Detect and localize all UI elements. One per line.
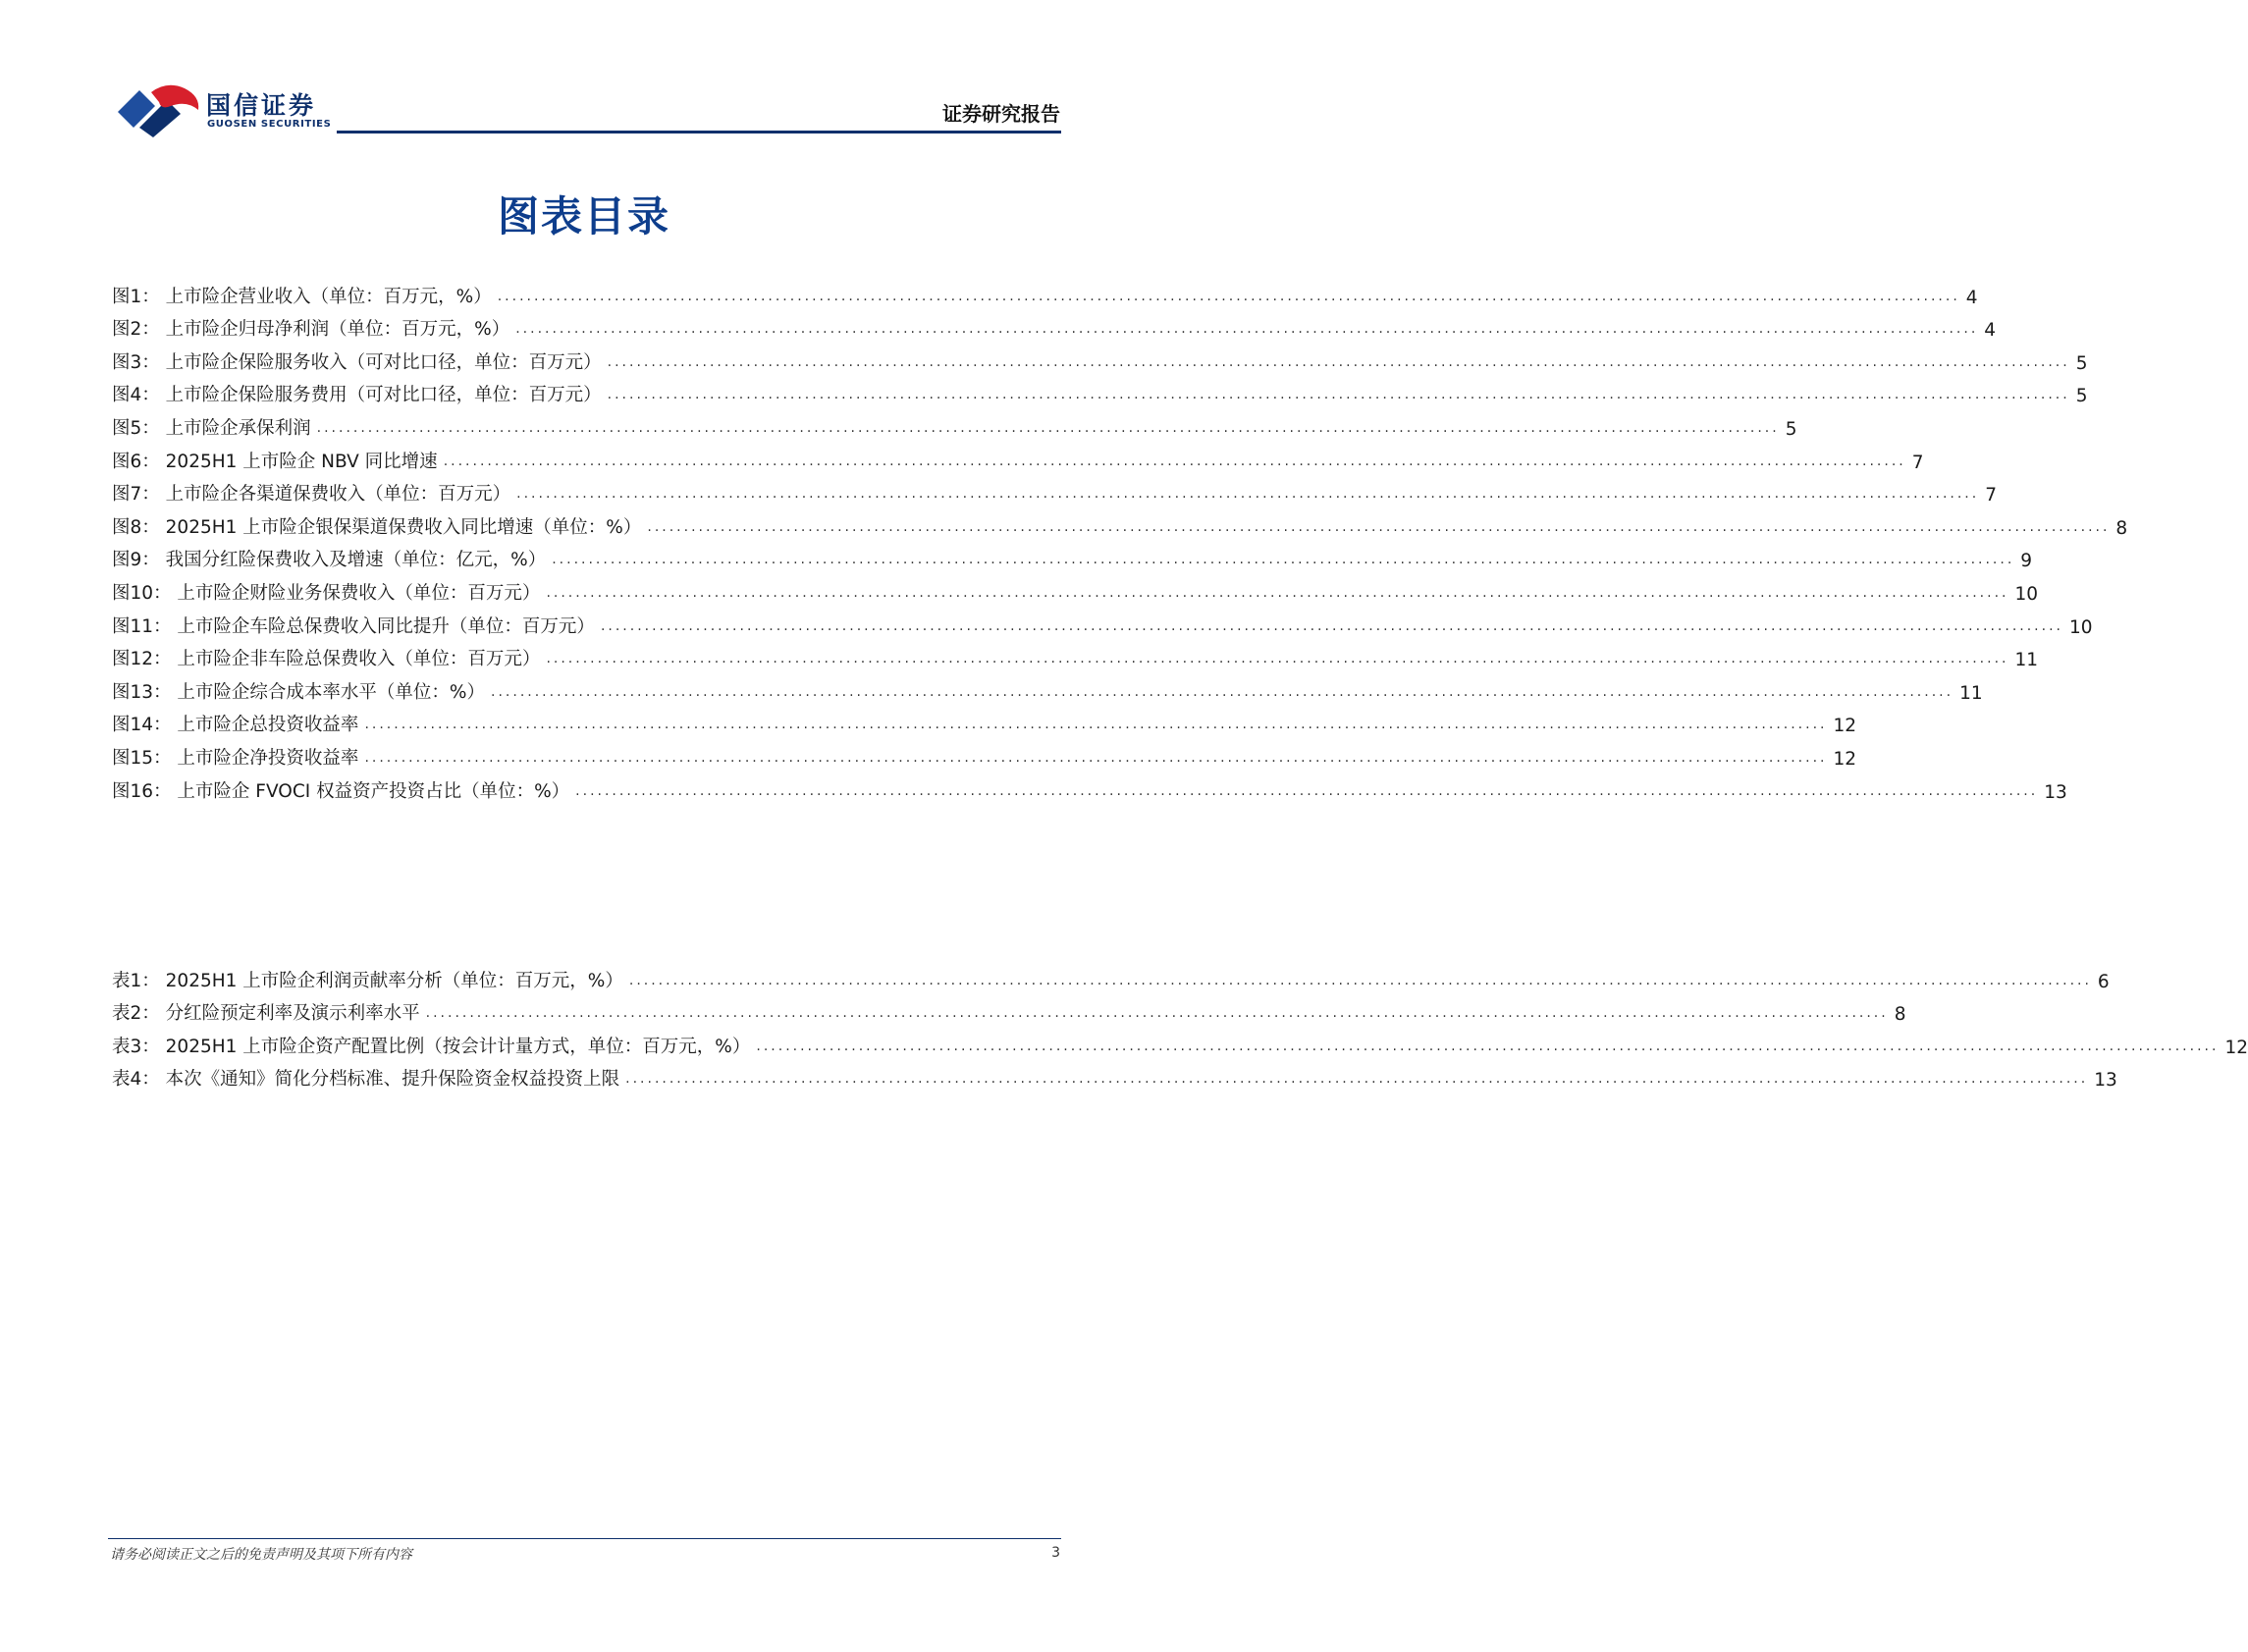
toc-figure-item[interactable]: [112, 506, 2128, 539]
toc-figure-item[interactable]: [112, 670, 1983, 704]
toc-entry-label: 图5： 上市险企承保利润: [112, 417, 311, 439]
toc-entry-page: 12: [1833, 748, 1857, 770]
toc-leader-dots: ........................................................................................................................................................................................................: [497, 288, 1960, 304]
toc-entry-page: 11: [2014, 650, 2039, 671]
toc-leader-dots: ........................................................................................................................................................................................................: [546, 584, 2009, 601]
toc-entry-label: 图11： 上市险企车险总保费收入同比提升（单位：百万元）: [112, 615, 595, 637]
toc-figure-item[interactable]: [112, 308, 1997, 342]
toc-figure-item[interactable]: [112, 406, 1797, 440]
footer-disclaimer: 请务必阅读正文之后的免责声明及其项下所有内容: [110, 1547, 412, 1563]
toc-entry-label: 图3： 上市险企保险服务收入（可对比口径，单位：百万元）: [112, 351, 602, 373]
page-title: 图表目录: [497, 192, 670, 240]
page-number: 3: [1051, 1545, 1060, 1561]
toc-leader-dots: ........................................................................................................................................................................................................: [516, 486, 1980, 503]
toc-entry-label: 图6： 2025H1 上市险企 NBV 同比增速: [112, 451, 438, 472]
toc-leader-dots: ........................................................................................................................................................................................................: [425, 1005, 1889, 1022]
toc-figure-item[interactable]: [112, 341, 2088, 374]
toc-figure-item[interactable]: [112, 704, 1857, 737]
toc-entry-label: 图15： 上市险企净投资收益率: [112, 747, 359, 769]
report-type: 证券研究报告: [942, 102, 1060, 126]
toc-entry-page: 5: [2075, 352, 2088, 374]
toc-figure-item[interactable]: [112, 473, 1997, 506]
toc-figure-item[interactable]: [112, 374, 2088, 407]
toc-entry-label: 图1： 上市险企营业收入（单位：百万元，%）: [112, 286, 492, 307]
guosen-logo-icon: [116, 82, 202, 137]
toc-table-item[interactable]: [112, 1025, 2248, 1058]
toc-entry-page: 4: [1965, 287, 1978, 308]
toc-leader-dots: ........................................................................................................................................................................................................: [647, 518, 2111, 535]
toc-entry-label: 图10： 上市险企财险业务保费收入（单位：百万元）: [112, 582, 541, 604]
toc-entry-label: 图13： 上市险企综合成本率水平（单位：%）: [112, 681, 486, 703]
toc-entry-page: 13: [2094, 1070, 2117, 1092]
toc-leader-dots: ........................................................................................................................................................................................................: [607, 387, 2070, 403]
toc-entry-label: 表4： 本次《通知》简化分档标准、提升保险资金权益投资上限: [112, 1069, 620, 1091]
toc-entry-page: 11: [1959, 682, 1983, 704]
toc-entry-page: 10: [2068, 616, 2093, 638]
toc-entry-page: 10: [2014, 583, 2039, 605]
toc-entry-label: 图14： 上市险企总投资收益率: [112, 715, 359, 736]
toc-leader-dots: ........................................................................................................................................................................................................: [364, 749, 1828, 766]
toc-leader-dots: ........................................................................................................................................................................................................: [316, 419, 1780, 436]
toc-figure-item[interactable]: [112, 605, 2093, 638]
brand-name-cn: 国信证券: [206, 91, 317, 120]
table-list: [112, 959, 2248, 1092]
toc-entry-label: 表1： 2025H1 上市险企利润贡献率分析（单位：百万元，%）: [112, 970, 623, 991]
page-header: [0, 0, 1168, 137]
toc-leader-dots: ........................................................................................................................................................................................................: [515, 321, 1979, 338]
toc-table-item[interactable]: [112, 959, 2110, 992]
toc-figure-item[interactable]: [112, 638, 2039, 671]
toc-entry-page: 7: [1911, 452, 1924, 473]
toc-entry-label: 图4： 上市险企保险服务费用（可对比口径，单位：百万元）: [112, 385, 602, 406]
toc-entry-page: 9: [2020, 551, 2033, 572]
toc-figure-item[interactable]: [112, 539, 2033, 572]
toc-entry-page: 12: [1833, 716, 1857, 737]
toc-entry-label: 图2： 上市险企归母净利润（单位：百万元，%）: [112, 319, 510, 341]
toc-entry-page: 4: [1984, 320, 1997, 342]
toc-entry-label: 表2： 分红险预定利率及演示利率水平: [112, 1003, 420, 1025]
toc-leader-dots: ........................................................................................................................................................................................................: [625, 1071, 2089, 1088]
toc-figure-item[interactable]: [112, 770, 2067, 803]
toc-entry-page: 8: [2115, 517, 2128, 539]
toc-leader-dots: ........................................................................................................................................................................................................: [552, 552, 2015, 568]
toc-figure-item[interactable]: [112, 571, 2039, 605]
figure-list: [112, 275, 2128, 803]
toc-figure-item[interactable]: [112, 275, 1978, 308]
footer-divider: [108, 1538, 1061, 1539]
toc-leader-dots: ........................................................................................................................................................................................................: [600, 617, 2063, 634]
toc-entry-label: 图7： 上市险企各渠道保费收入（单位：百万元）: [112, 484, 511, 506]
toc-leader-dots: ........................................................................................................................................................................................................: [607, 353, 2070, 370]
toc-entry-page: 5: [2075, 386, 2088, 407]
toc-entry-page: 8: [1894, 1004, 1906, 1026]
toc-entry-page: 6: [2097, 971, 2110, 992]
toc-leader-dots: ........................................................................................................................................................................................................: [628, 972, 2092, 988]
toc-entry-label: 表3： 2025H1 上市险企资产配置比例（按会计计量方式，单位：百万元，%）: [112, 1036, 751, 1057]
header-divider: [337, 131, 1061, 133]
toc-entry-page: 7: [1985, 485, 1997, 506]
toc-entry-page: 5: [1785, 418, 1797, 440]
toc-leader-dots: ........................................................................................................................................................................................................: [575, 782, 2039, 799]
brand-name-en: GUOSEN SECURITIES: [207, 119, 332, 130]
toc-entry-page: 13: [2044, 781, 2067, 803]
toc-figure-item[interactable]: [112, 736, 1857, 770]
toc-entry-label: 图9： 我国分红险保费收入及增速（单位：亿元，%）: [112, 550, 547, 571]
toc-entry-label: 图8： 2025H1 上市险企银保渠道保费收入同比增速（单位：%）: [112, 516, 642, 538]
toc-leader-dots: ........................................................................................................................................................................................................: [443, 453, 1906, 469]
toc-figure-item[interactable]: [112, 440, 1924, 473]
toc-table-item[interactable]: [112, 992, 1906, 1026]
toc-entry-label: 图16： 上市险企 FVOCI 权益资产投资占比（单位：%）: [112, 780, 570, 802]
toc-entry-page: 12: [2224, 1037, 2248, 1058]
toc-leader-dots: ........................................................................................................................................................................................................: [491, 683, 1954, 700]
toc-leader-dots: ........................................................................................................................................................................................................: [756, 1038, 2220, 1054]
toc-table-item[interactable]: [112, 1058, 2117, 1092]
toc-leader-dots: ........................................................................................................................................................................................................: [546, 651, 2009, 667]
toc-leader-dots: ........................................................................................................................................................................................................: [364, 717, 1828, 733]
toc-entry-label: 图12： 上市险企非车险总保费收入（单位：百万元）: [112, 649, 541, 670]
